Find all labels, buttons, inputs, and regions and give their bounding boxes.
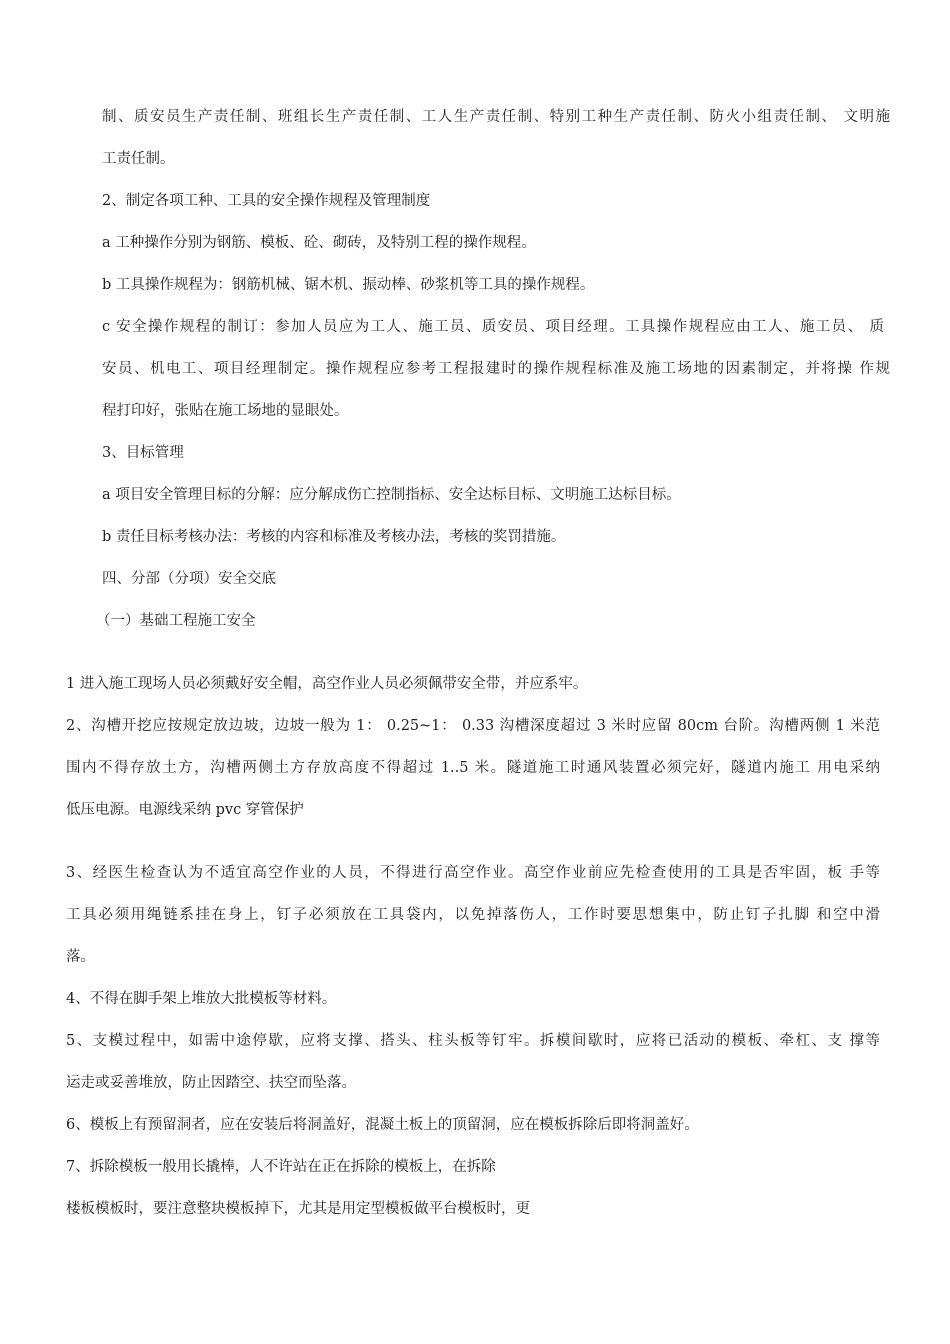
rule-5-line-2: 运走或妥善堆放，防止因踏空、扶空而坠落。: [66, 1075, 356, 1091]
item-2b: b 工具操作规程为：钢筋机械、锯木机、振动棒、砂浆机等工具的操作规程。: [102, 277, 595, 293]
rule-5-line-1: 5、支模过程中，如需中途停歇，应将支撑、搭头、柱头板等钉牢。拆模间歇时，应将已活动的模板、牵杠、支 撑等: [66, 1033, 880, 1049]
item-2c-line-2: 安员、机电工、项目经理制定。操作规程应参考工程报建时的操作规程标准及施工场地的因素制定，并将操 作规: [102, 361, 890, 377]
section-four-subheading: （一）基础工程施工安全: [96, 613, 256, 629]
rule-3-line-3: 落。: [66, 949, 95, 965]
item-2c-line-1: c 安全操作规程的制订：参加人员应为工人、施工员、质安员、项目经理。工具操作规程应由工人、施工员、 质: [102, 319, 884, 335]
item-3a: a 项目安全管理目标的分解：应分解成伤亡控制指标、安全达标目标、文明施工达标目标。: [102, 487, 681, 503]
responsibility-line-1: 制、质安员生产责任制、班组长生产责任制、工人生产责任制、特别工种生产责任制、防火小组责任制、 文明施: [102, 109, 890, 125]
rule-6: 6、模板上有预留洞者，应在安装后将洞盖好，混凝土板上的顶留洞，应在模板拆除后即将洞盖好。: [66, 1117, 699, 1133]
rule-3-line-1: 3、经医生检查认为不适宜高空作业的人员，不得进行高空作业。高空作业前应先检查使用的工具是否牢固，板 手等: [66, 865, 880, 881]
rule-3-line-2: 工具必须用绳链系挂在身上，钉子必须放在工具袋内，以免掉落伤人，工作时要思想集中，防止钉子扎脚 和空中滑: [66, 907, 880, 923]
item-3b: b 责任目标考核办法：考核的内容和标准及考核办法，考核的奖罚措施。: [102, 529, 566, 545]
item-2-heading: 2、制定各项工种、工具的安全操作规程及管理制度: [102, 193, 431, 209]
item-3-heading: 3、目标管理: [102, 445, 184, 461]
rule-2-line-2: 围内不得存放土方，沟槽两侧土方存放高度不得超过 1..5 米。隧道施工时通风装置必须完好，隧道内施工 用电采纳: [66, 760, 880, 776]
item-2c-line-3: 程打印好，张贴在施工场地的显眼处。: [102, 403, 349, 419]
rule-7-line-1: 7、拆除模板一般用长撬棒，人不许站在正在拆除的模板上，在拆除: [66, 1159, 496, 1175]
rule-2-line-3: 低压电源。电源线采纳 pvc 穿管保护: [66, 802, 304, 818]
rule-7-line-2: 楼板模板时，要注意整块模板掉下，尤其是用定型模板做平台模板时，更: [66, 1201, 530, 1217]
rule-1: 1 进入施工现场人员必须戴好安全帽，高空作业人员必须佩带安全带，并应系牢。: [66, 676, 588, 692]
section-four-heading: 四、分部（分项）安全交底: [102, 571, 276, 587]
responsibility-line-2: 工责任制。: [102, 151, 175, 167]
rule-2-line-1: 2、沟槽开挖应按规定放边坡，边坡一般为 1： 0.25~1： 0.33 沟槽深度超过 3 米时应留 80cm 台阶。沟槽两侧 1 米范: [66, 718, 880, 734]
item-2a: a 工种操作分别为钢筋、模板、砼、砌砖，及特别工程的操作规程。: [102, 235, 536, 251]
rule-4: 4、不得在脚手架上堆放大批模板等材料。: [66, 991, 337, 1007]
